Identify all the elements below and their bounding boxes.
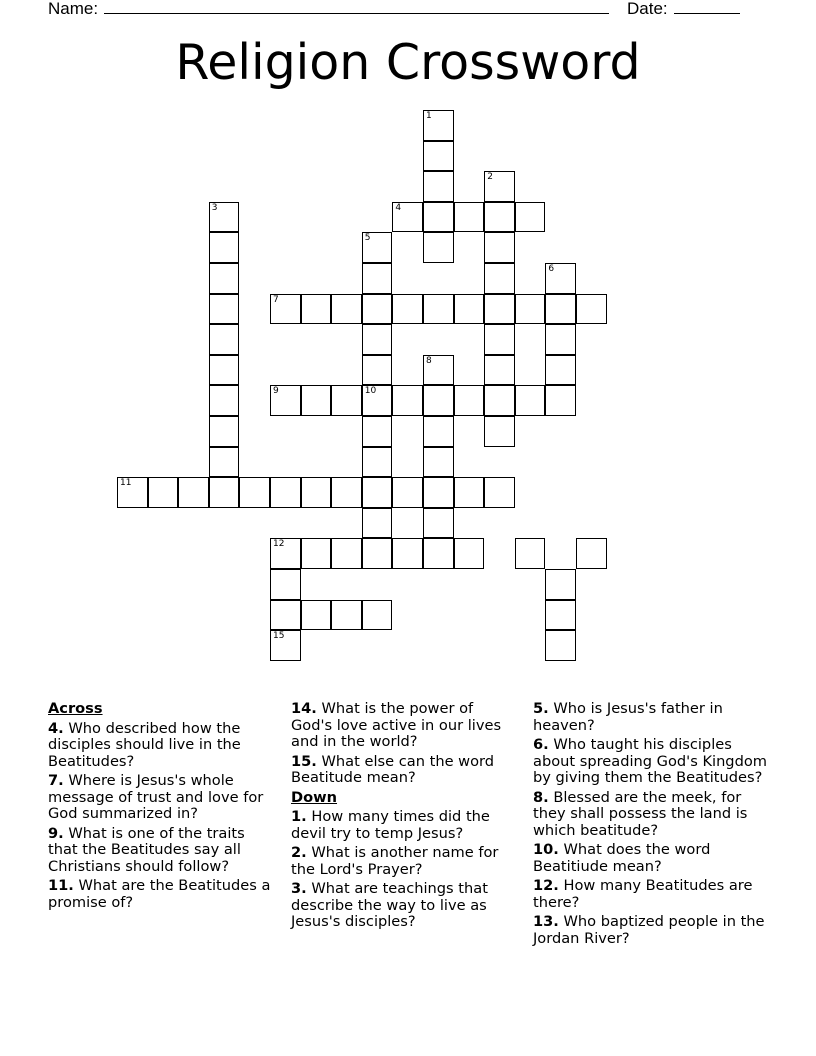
grid-cell[interactable] [270, 477, 301, 508]
clue-across-14 [291, 701, 516, 751]
down-heading: Down [291, 788, 338, 806]
clue-across-15 [291, 754, 516, 787]
grid-cell[interactable] [362, 294, 393, 325]
clue-number: 9. [48, 824, 64, 842]
grid-cell[interactable] [392, 477, 423, 508]
grid-cell[interactable] [117, 477, 148, 508]
clue-number: 14. [291, 700, 317, 717]
clue-number: 12. [533, 877, 559, 894]
clue-number: 13. [533, 913, 559, 930]
clue-down-3 [291, 881, 516, 931]
name-label: Name: [48, 0, 99, 18]
grid-cell[interactable] [331, 538, 362, 569]
grid-cell[interactable] [423, 477, 454, 508]
clue-down-12 [533, 878, 773, 911]
grid-cell[interactable] [331, 477, 362, 508]
clue-number-label: 7 [273, 294, 279, 305]
page-title: Religion Crossword [175, 34, 641, 91]
clue-down-10 [533, 842, 773, 875]
grid-cell[interactable] [148, 477, 179, 508]
grid-cell[interactable] [270, 630, 301, 661]
grid-cell[interactable] [545, 600, 576, 631]
grid-cell[interactable] [484, 324, 515, 355]
grid-cell[interactable] [423, 355, 454, 386]
clue-text: Who is Jesus's father in heaven? [533, 700, 723, 734]
clue-across-7 [48, 773, 276, 823]
grid-cell[interactable] [270, 600, 301, 631]
clue-across-4 [48, 721, 276, 771]
grid-cell[interactable] [423, 110, 454, 141]
grid-cell[interactable] [454, 538, 485, 569]
grid-cell[interactable] [362, 477, 393, 508]
clue-across-11 [48, 878, 276, 911]
grid-cell[interactable] [423, 416, 454, 447]
clue-down-1 [291, 809, 516, 842]
clue-number-label: 12 [273, 539, 285, 550]
grid-cell[interactable] [423, 385, 454, 416]
grid-cell[interactable] [484, 263, 515, 294]
clue-text: Who baptized people in the Jordan River? [533, 913, 765, 947]
clue-number-label: 15 [273, 631, 285, 642]
clue-down-6 [533, 737, 773, 787]
grid-cell[interactable] [545, 355, 576, 386]
clue-number-label: 1 [426, 111, 432, 121]
grid-cell[interactable] [484, 171, 515, 202]
clue-number: 4. [48, 719, 64, 737]
grid-cell[interactable] [239, 477, 270, 508]
grid-cell[interactable] [362, 416, 393, 447]
clue-number-label: 6 [548, 264, 555, 274]
grid-cell[interactable] [545, 630, 576, 661]
grid-cell[interactable] [454, 477, 485, 508]
clue-down-8 [533, 790, 773, 840]
grid-cell[interactable] [454, 202, 485, 233]
grid-cell[interactable] [515, 538, 546, 569]
grid-cell[interactable] [362, 508, 393, 539]
clue-number-label: 10 [364, 386, 377, 397]
clue-text: Blessed are the meek, for they shall possess the land is which beatitude? [533, 788, 748, 839]
grid-cell[interactable] [301, 477, 332, 508]
grid-cell[interactable] [545, 385, 576, 416]
grid-cell[interactable] [454, 385, 485, 416]
grid-cell[interactable] [209, 263, 240, 294]
clue-number: 15. [291, 752, 317, 770]
clue-number: 10. [533, 841, 559, 858]
clue-down-13 [533, 914, 773, 947]
grid-cell[interactable] [454, 294, 485, 325]
date-label: Date: [627, 0, 668, 18]
clue-number-label: 11 [120, 478, 132, 489]
clue-text: What is the power of God's love active in our lives and in the world? [291, 700, 502, 750]
clue-number: 2. [291, 844, 307, 861]
grid-cell[interactable] [209, 447, 240, 478]
grid-cell[interactable] [331, 385, 362, 416]
clue-number: 6. [533, 736, 549, 753]
grid-cell[interactable] [423, 508, 454, 539]
grid-cell[interactable] [484, 294, 515, 325]
clue-down-2 [291, 845, 516, 878]
grid-cell[interactable] [362, 232, 393, 263]
grid-cell[interactable] [362, 263, 393, 294]
clue-text: What are the Beatitudes a promise of? [48, 877, 271, 911]
grid-cell[interactable] [545, 569, 576, 600]
grid-cell[interactable] [209, 385, 240, 416]
clue-number-label: 8 [426, 355, 432, 366]
grid-cell[interactable] [515, 202, 546, 233]
clue-number: 8. [533, 788, 549, 806]
clue-text: Who taught his disciples about spreading God's Kingdom by giving them the Beatitudes? [533, 736, 767, 786]
clue-number-label: 2 [487, 172, 493, 183]
grid-cell[interactable] [362, 447, 393, 478]
clue-across-9 [48, 826, 276, 876]
clue-text: What does the word Beatitiude mean? [533, 841, 711, 875]
clue-number-label: 3 [211, 202, 218, 213]
grid-cell[interactable] [209, 232, 240, 263]
clue-number-label: 4 [395, 202, 402, 213]
grid-cell[interactable] [484, 355, 515, 386]
clue-text: How many times did the devil try to temp Jesus? [291, 808, 490, 842]
grid-cell[interactable] [423, 202, 454, 233]
clues-column-3 [533, 701, 773, 947]
grid-cell[interactable] [362, 324, 393, 355]
grid-cell[interactable] [484, 416, 515, 447]
grid-cell[interactable] [270, 538, 301, 569]
grid-cell[interactable] [392, 294, 423, 325]
grid-cell[interactable] [209, 355, 240, 386]
clue-text: What else can the word Beatitude mean? [291, 752, 495, 786]
grid-cell[interactable] [362, 385, 393, 416]
grid-cell[interactable] [484, 202, 515, 233]
grid-cell[interactable] [576, 538, 607, 569]
grid-cell[interactable] [576, 294, 607, 325]
grid-cell[interactable] [301, 385, 332, 416]
grid-cell[interactable] [515, 385, 546, 416]
clues-column-1 [48, 701, 276, 911]
grid-cell[interactable] [301, 600, 332, 631]
grid-cell[interactable] [362, 538, 393, 569]
grid-cell[interactable] [209, 416, 240, 447]
grid-cell[interactable] [270, 294, 301, 325]
clue-text: How many Beatitudes are there? [533, 877, 753, 911]
grid-cell[interactable] [331, 600, 362, 631]
clue-text: Who described how the disciples should live in the Beatitudes? [48, 719, 241, 770]
grid-cell[interactable] [392, 202, 423, 233]
grid-cell[interactable] [209, 294, 240, 325]
grid-cell[interactable] [423, 171, 454, 202]
grid-cell[interactable] [423, 141, 454, 172]
clue-number-label: 9 [273, 386, 279, 397]
clue-number-label: 5 [364, 233, 371, 244]
grid-cell[interactable] [423, 538, 454, 569]
clue-number: 7. [48, 772, 64, 789]
grid-cell[interactable] [515, 294, 546, 325]
grid-cell[interactable] [423, 447, 454, 478]
clue-number: 11. [48, 877, 74, 894]
grid-cell[interactable] [484, 385, 515, 416]
grid-cell[interactable] [270, 569, 301, 600]
clue-text: What is another name for the Lord's Prayer? [291, 844, 499, 878]
grid-cell[interactable] [209, 477, 240, 508]
clue-number: 5. [533, 700, 549, 717]
grid-cell[interactable] [484, 232, 515, 263]
grid-cell[interactable] [301, 538, 332, 569]
grid-cell[interactable] [209, 202, 240, 233]
grid-cell[interactable] [301, 294, 332, 325]
grid-cell[interactable] [423, 294, 454, 325]
grid-cell[interactable] [423, 232, 454, 263]
clues-column-2 [291, 701, 516, 931]
grid-cell[interactable] [484, 477, 515, 508]
grid-cell[interactable] [331, 294, 362, 325]
grid-cell[interactable] [392, 538, 423, 569]
clue-text: What are teachings that describe the way to live as Jesus's disciples? [291, 880, 488, 930]
grid-cell[interactable] [270, 385, 301, 416]
grid-cell[interactable] [178, 477, 209, 508]
clue-text: What is one of the traits that the Beatitudes say all Christians should follow? [48, 824, 245, 875]
clue-down-5 [533, 701, 773, 734]
grid-cell[interactable] [362, 355, 393, 386]
grid-cell[interactable] [392, 385, 423, 416]
clue-text: Where is Jesus's whole message of trust and love for God summarized in? [48, 772, 264, 822]
grid-cell[interactable] [209, 324, 240, 355]
across-heading: Across [48, 700, 103, 717]
clue-number: 3. [291, 880, 307, 897]
clue-number: 1. [291, 808, 307, 825]
grid-cell[interactable] [545, 324, 576, 355]
grid-cell[interactable] [362, 600, 393, 631]
grid-cell[interactable] [545, 294, 576, 325]
grid-cell[interactable] [545, 263, 576, 294]
